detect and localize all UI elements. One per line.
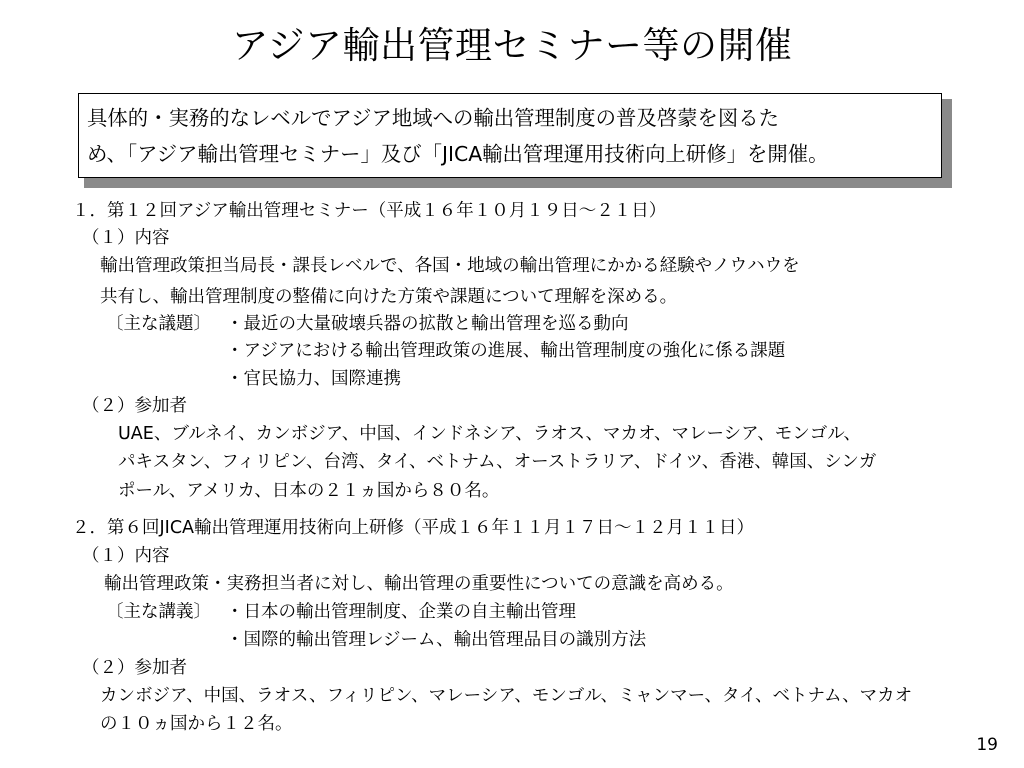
section2-topics-label: 〔主な講義〕 — [106, 602, 211, 622]
section1-content-heading: （１）内容 — [82, 228, 170, 248]
section1-participants-line: UAE、ブルネイ、カンボジア、中国、インドネシア、ラオス、マカオ、マレーシア、モンゴル、 — [118, 424, 861, 444]
section2-participants-heading: （２）参加者 — [82, 658, 187, 678]
section1-content-line: 輸出管理政策担当局長・課長レベルで、各国・地域の輸出管理にかかる経験やノウハウを — [100, 256, 800, 276]
section1-topics-label: 〔主な議題〕 — [106, 314, 211, 334]
section1-participants-line: ポール、アメリカ、日本の２１ヵ国から８０名。 — [118, 481, 500, 501]
section1-topic: ・官民協力、国際連携 — [226, 369, 401, 389]
section2-topic: ・日本の輸出管理制度、企業の自主輸出管理 — [226, 602, 576, 622]
section2-heading: ２．第６回JICA輸出管理運用技術向上研修（平成１６年１１月１７日～１２月１１日） — [72, 518, 755, 538]
section1-content-line: 共有し、輸出管理制度の整備に向けた方策や課題について理解を深める。 — [100, 287, 678, 307]
section2-participants-line: の１０ヵ国から１２名。 — [100, 714, 293, 734]
section1-participants-line: パキスタン、フィリピン、台湾、タイ、ベトナム、オーストラリア、ドイツ、香港、韓国、シンガ — [118, 452, 877, 472]
section2-content-line: 輸出管理政策・実務担当者に対し、輸出管理の重要性についての意識を高める。 — [104, 574, 734, 594]
slide-title: アジア輸出管理セミナー等の開催 — [231, 24, 793, 67]
section2-topic: ・国際的輸出管理レジーム、輸出管理品目の識別方法 — [226, 630, 647, 650]
summary-box — [78, 93, 942, 178]
section1-participants-heading: （２）参加者 — [82, 396, 187, 416]
section2-content-heading: （１）内容 — [82, 546, 170, 566]
section1-topic: ・最近の大量破壊兵器の拡散と輸出管理を巡る動向 — [226, 314, 629, 334]
summary-line: め、「アジア輸出管理セミナー」及び「JICA輸出管理運用技術向上研修」を開催。 — [87, 142, 829, 166]
page-number: 19 — [976, 735, 998, 755]
section1-topic: ・アジアにおける輸出管理政策の進展、輸出管理制度の強化に係る課題 — [226, 341, 786, 361]
section2-participants-line: カンボジア、中国、ラオス、フィリピン、マレーシア、モンゴル、ミャンマー、タイ、ベトナム、マカオ — [100, 686, 913, 706]
summary-line: 具体的・実務的なレベルでアジア地域への輸出管理制度の普及啓蒙を図るた — [87, 106, 780, 130]
section1-heading: １．第１２回アジア輸出管理セミナー（平成１６年１０月１９日～２１日） — [72, 201, 667, 221]
